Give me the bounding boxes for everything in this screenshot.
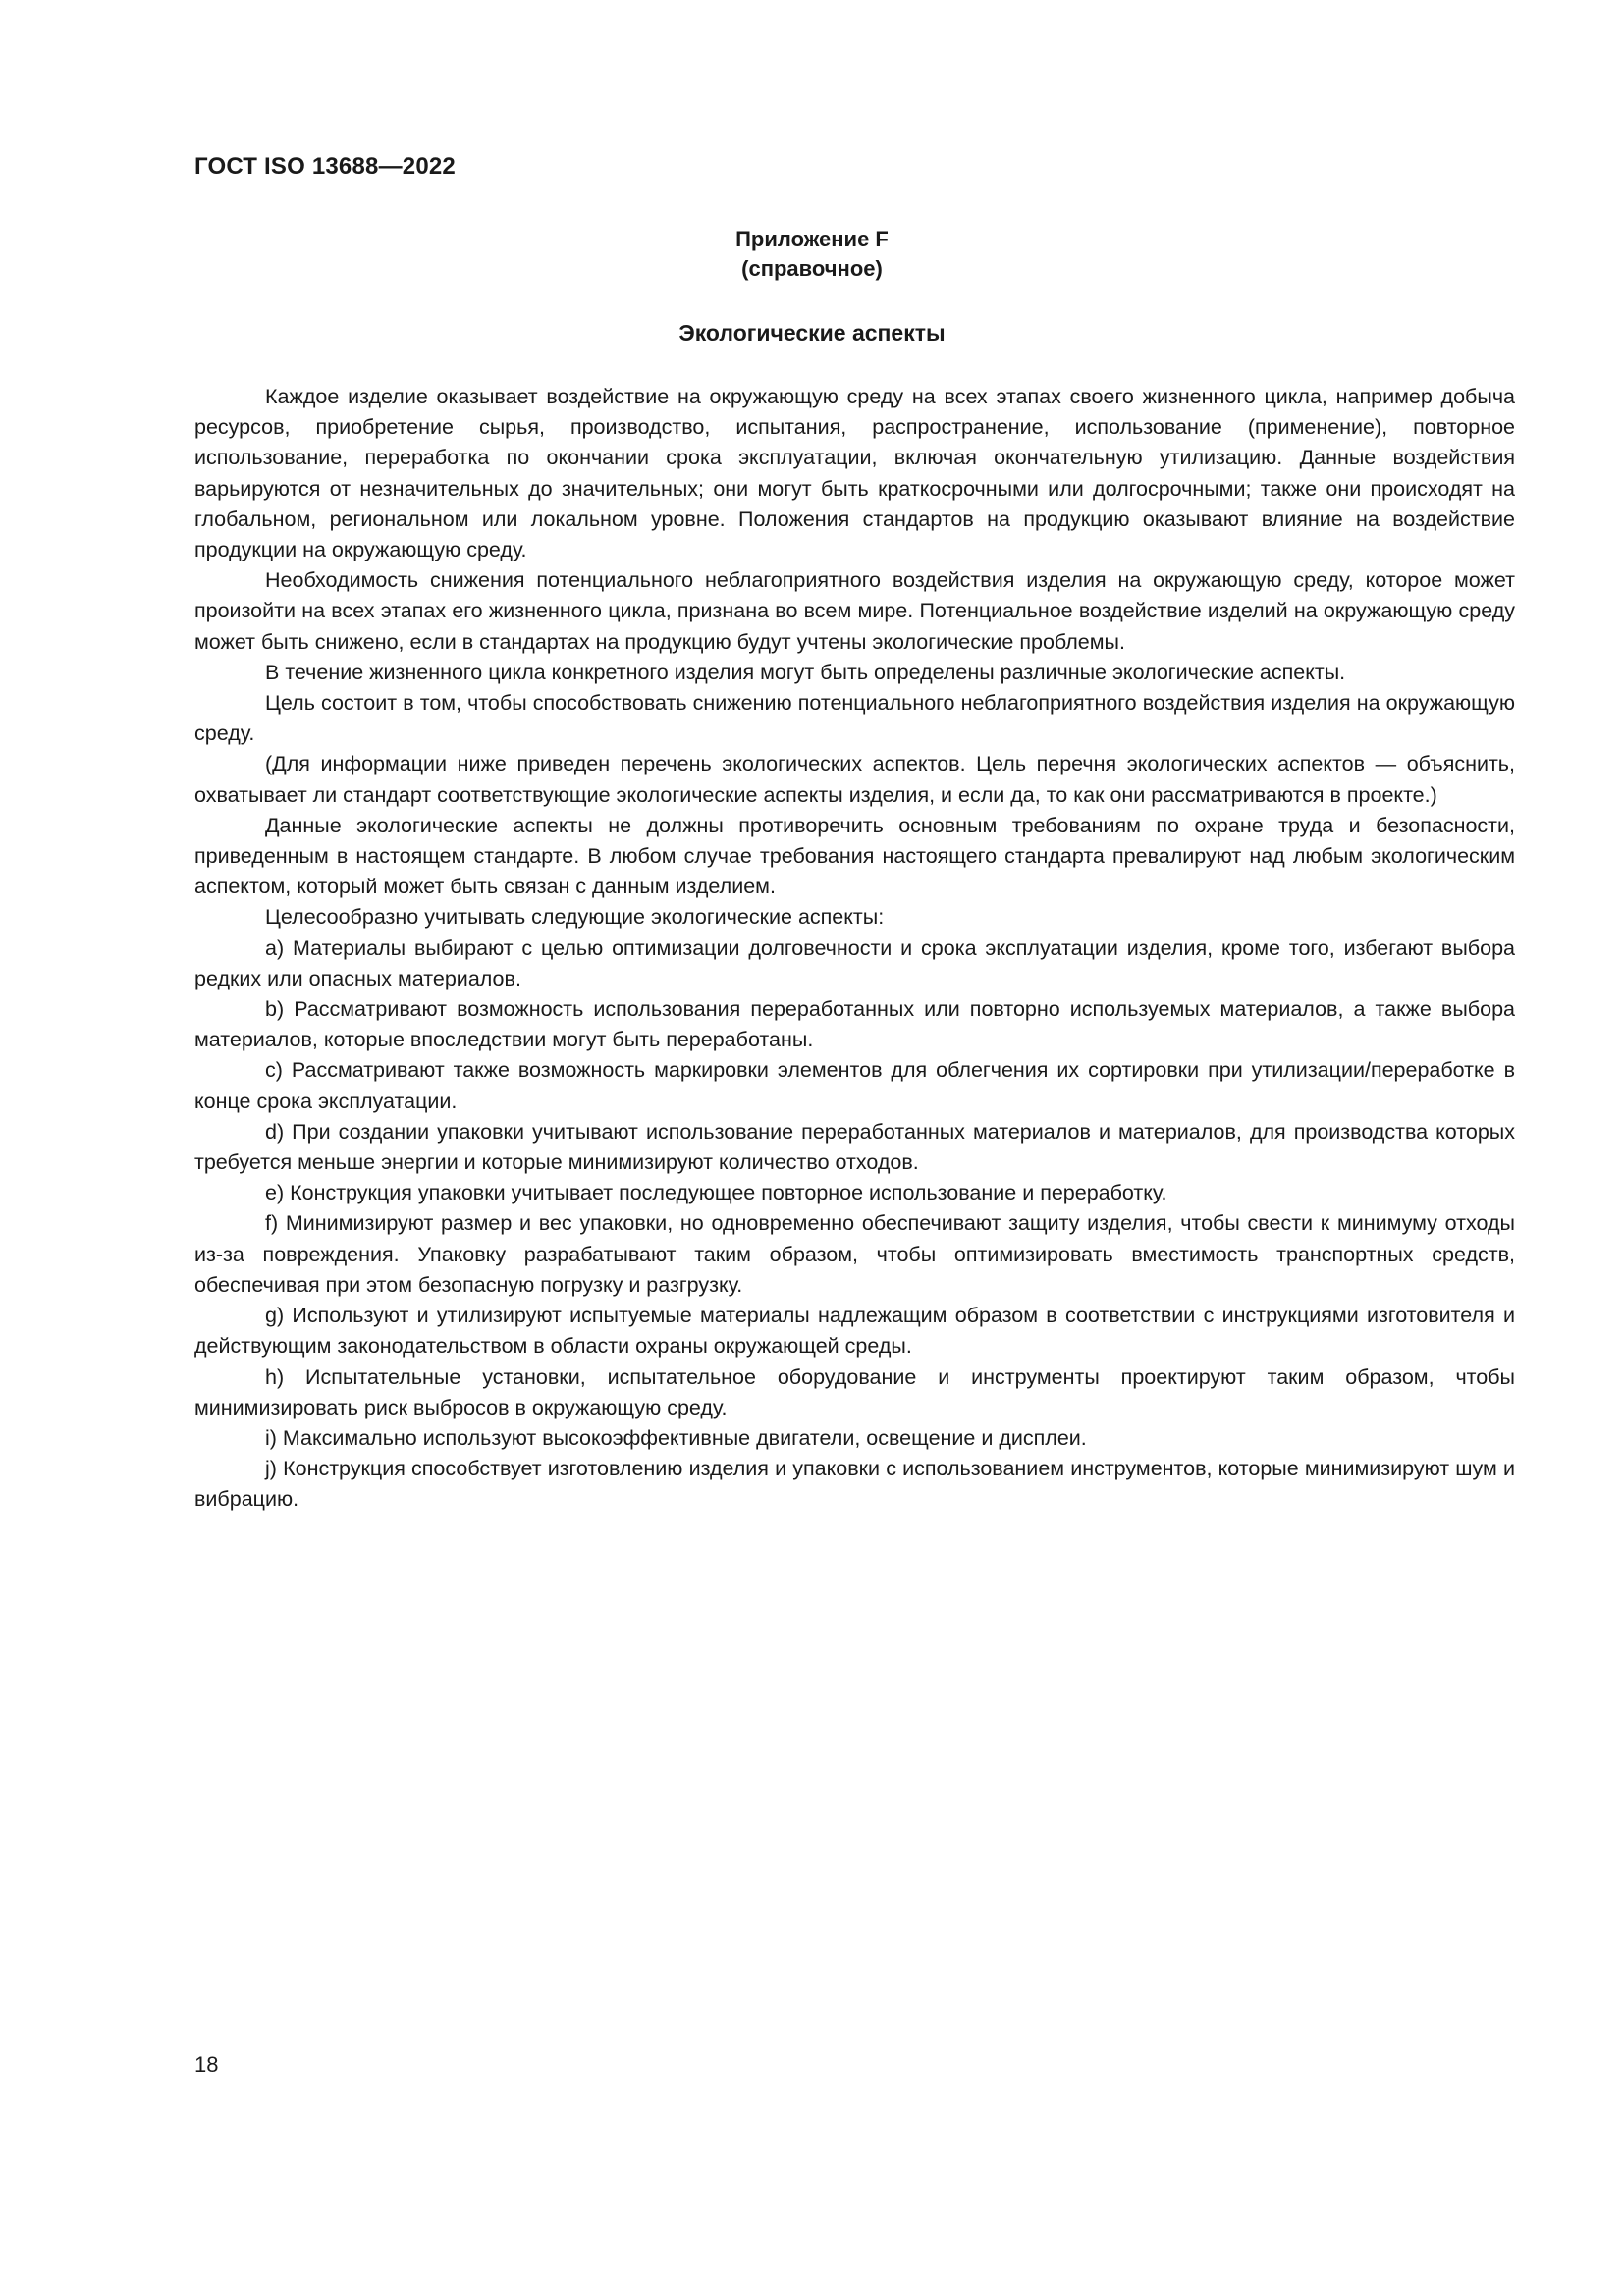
list-item: h) Испытательные установки, испытательное оборудование и инструменты проектируют таким образом, чтобы минимизировать риск выбросов в окружающую среду. xyxy=(194,1364,1515,1419)
list-item: g) Используют и утилизируют испытуемые материалы надлежащим образом в соответствии с инструкциями изготовителя и действующим законодательством в области охраны окружающей среды. xyxy=(194,1304,1515,1359)
list-item: c) Рассматривают также возможность маркировки элементов для облегчения их сортировки при утилизации/переработке в конце срока эксплуатации. xyxy=(194,1058,1515,1113)
list-item: j) Конструкция способствует изготовлению изделия и упаковки с использованием инструментов, которые минимизируют шум и вибрацию. xyxy=(194,1457,1515,1512)
list-item: e) Конструкция упаковки учитывает последующее повторное использование и переработку. xyxy=(265,1181,1167,1205)
paragraph: (Для информации ниже приведен перечень экологических аспектов. Цель перечня экологических аспектов — объяснить, охватывает ли стандарт соответствующие экологические аспекты изделия, и если да, то как они рассматриваются в проекте.) xyxy=(194,752,1515,807)
paragraph: Целесообразно учитывать следующие экологические аспекты: xyxy=(265,905,885,930)
annex-type: (справочное) xyxy=(741,256,883,281)
annex-label: Приложение F xyxy=(735,227,889,251)
list-item: a) Материалы выбирают с целью оптимизации долговечности и срока эксплуатации изделия, кроме того, избегают выбора редких или опасных материалов. xyxy=(194,935,1515,990)
body-text xyxy=(194,382,1515,1516)
annex-title: Экологические аспекты xyxy=(678,320,946,346)
list-item: f) Минимизируют размер и вес упаковки, но одновременно обеспечивают защиту изделия, чтобы свести к минимуму отходы из-за повреждения. Упаковку разрабатывают таким образом, чтобы оптимизировать вместимость транспортных средств, обеспечивая при этом безопасную погрузку и разгрузку. xyxy=(194,1211,1515,1297)
paragraph: Данные экологические аспекты не должны противоречить основным требованиям по охране труда и безопасности, приведенным в настоящем стандарте. В любом случае требования настоящего стандарта превалируют над любым экологическим аспектом, который может быть связан с данным изделием. xyxy=(194,813,1515,899)
paragraph: Каждое изделие оказывает воздействие на окружающую среду на всех этапах своего жизненного цикла, например добыча ресурсов, приобретение сырья, производство, испытания, распространение, использование (применение), повторное использование, переработка по окончании срока эксплуатации, включая окончательную утилизацию. Данные воздействия варьируются от незначительных до значительных; они могут быть краткосрочными или долгосрочными; также они происходят на глобальном, региональном или локальном уровне. Положения стандартов на продукцию оказывают влияние на воздействие продукции на окружающую среду. xyxy=(194,385,1515,562)
annex-heading xyxy=(0,225,1624,284)
paragraph: В течение жизненного цикла конкретного изделия могут быть определены различные экологические аспекты. xyxy=(265,660,1346,684)
paragraph: Необходимость снижения потенциального неблагоприятного воздействия изделия на окружающую среду, которое может произойти на всех этапах его жизненного цикла, признана во всем мире. Потенциальное воздействие изделий на окружающую среду может быть снижено, если в стандартах на продукцию будут учтены экологические проблемы. xyxy=(194,568,1515,654)
list-item: d) При создании упаковки учитывают использование переработанных материалов и материалов, для производства которых требуется меньше энергии и которые минимизируют количество отходов. xyxy=(194,1119,1515,1175)
standard-code: ГОСТ ISO 13688—2022 xyxy=(194,153,456,180)
list-item: b) Рассматривают возможность использования переработанных или повторно используемых материалов, а также выбора материалов, которые впоследствии могут быть переработаны. xyxy=(194,997,1515,1052)
page-number: 18 xyxy=(194,2053,219,2077)
list-item: i) Максимально используют высокоэффективные двигатели, освещение и дисплеи. xyxy=(265,1425,1087,1450)
paragraph: Цель состоит в том, чтобы способствовать снижению потенциального неблагоприятного воздействия изделия на окружающую среду. xyxy=(194,691,1515,746)
